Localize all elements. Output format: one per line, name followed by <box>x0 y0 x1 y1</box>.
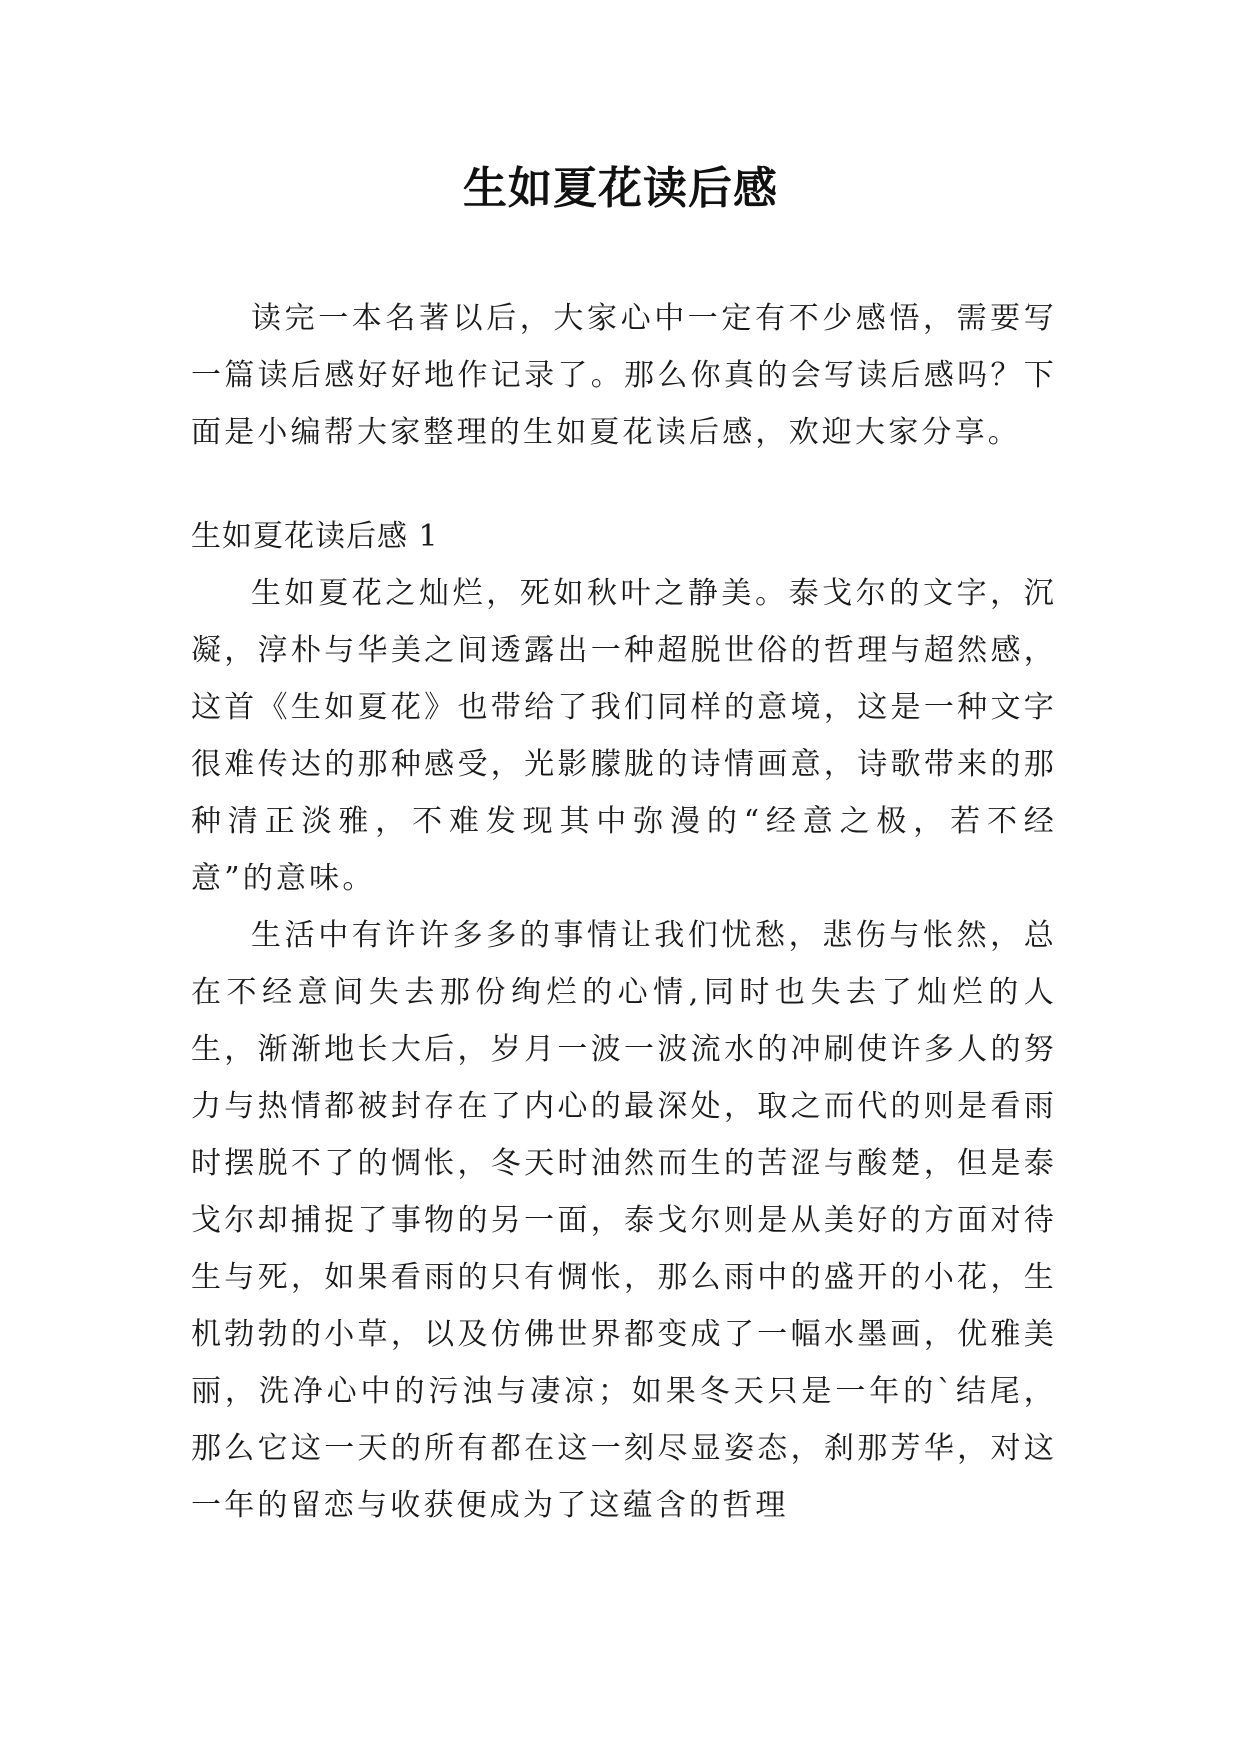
section-heading: 生如夏花读后感 1 <box>191 519 439 554</box>
document-body <box>191 290 1057 1534</box>
body-paragraph-2: 生活中有许许多多的事情让我们忧愁，悲伤与怅然，总在不经意间失去那份绚烂的心情,同时也失去了灿烂的人生，渐渐地长大后，岁月一波一波流水的冲刷使许多人的努力与热情都被封存在了内心的最深处，取之而代的则是看雨时摆脱不了的惆怅，冬天时油然而生的苦涩与酸楚，但是泰戈尔却捕捉了事物的另一面，泰戈尔则是从美好的方面对待生与死，如果看雨的只有惆怅，那么雨中的盛开的小花，生机勃勃的小草，以及仿佛世界都变成了一幅水墨画，优雅美丽，洗净心中的污浊与凄凉；如果冬天只是一年的`结尾，那么它这一天的所有都在这一刻尽显姿态，刹那芳华，对这一年的留恋与收获便成为了这蕴含的哲理 <box>191 918 1057 1523</box>
intro-paragraph: 读完一本名著以后，大家心中一定有不少感悟，需要写一篇读后感好好地作记录了。那么你真的会写读后感吗？下面是小编帮大家整理的生如夏花读后感，欢迎大家分享。 <box>191 301 1057 450</box>
document-title: 生如夏花读后感 <box>463 163 778 214</box>
body-paragraph-1: 生如夏花之灿烂，死如秋叶之静美。泰戈尔的文字，沉凝，淳朴与华美之间透露出一种超脱世俗的哲理与超然感，这首《生如夏花》也带给了我们同样的意境，这是一种文字很难传达的那种感受，光影朦胧的诗情画意，诗歌带来的那种清正淡雅，不难发现其中弥漫的“经意之极，若不经意”的意味。 <box>191 576 1057 896</box>
